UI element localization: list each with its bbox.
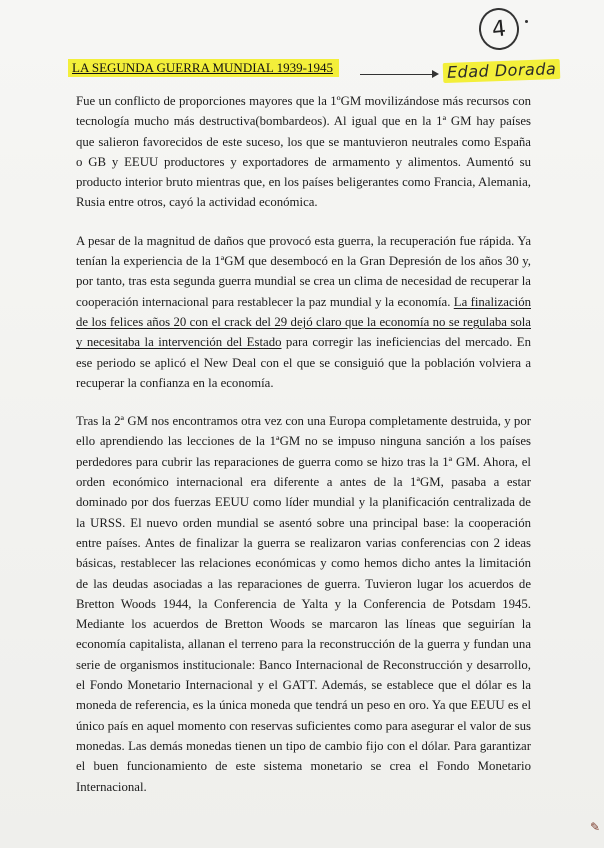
paragraph-2-text-before: A pesar de la magnitud de daños que provocó esta guerra, la recuperación fue rápida. Ya tenían la experiencia de la 1ªGM que desembocó en la Gran Depresión de los años 30 y, por tanto, tras esta segunda guerra mundial se crea un clima de necesidad de recuperar la cooperación internacional para restablecer la paz mundial y la economía.	[76, 233, 531, 309]
paragraph-1: Fue un conflicto de proporciones mayores que la 1ºGM movilizándose más recursos con tecnología mucho más destructiva(bombardeos). Al igual que en la 1ª GM hay países que salieron favorecidos de este suceso, los que se mantuvieron neutrales como España o GB y EEUU productores y exportadores de armamento y alimentos. Aumentó su producto interior bruto mientras que, en los países beligerantes como Francia, Alemania, Rusia entre otros, cayó la actividad económica.	[76, 94, 531, 210]
paragraph-2-text-after: para corregir las ineficiencias del mercado. En ese periodo se aplicó el New Deal con el que se consiguió que la población volviera a recuperar la confianza en la economía.	[76, 335, 531, 390]
page-title: LA SEGUNDA GUERRA MUNDIAL 1939-1945	[72, 60, 333, 75]
page-number-text: 4	[490, 15, 508, 43]
page-number-dot	[525, 20, 528, 23]
paragraph-2-underlined-text: La finalización de los felices años 20 con el crack del 29 dejó claro que la economía no se regulaba sola y necesitaba la intervención del Estado	[76, 294, 531, 350]
paragraph-2	[76, 231, 531, 393]
arrow-right-icon	[432, 70, 439, 78]
title-highlight	[68, 59, 339, 77]
document-body	[76, 91, 531, 815]
paragraph-3: Tras la 2ª GM nos encontramos otra vez con una Europa completamente destruida, y por ello aprendiendo las lecciones de la 1ªGM no se impuso ninguna sanción a los países perdedores para cubrir las reparaciones de guerra como se hizo tras la 1ª GM. Ahora, el orden económico internacional era diferente a antes de la 1ªGM, pasaba a estar dominado por dos fuerzas EEUU como líder mundial y la planificación centralizada de la URSS. El nuevo orden mundial se asentó sobre una principal base: la cooperación entre países. Antes de finalizar la guerra se realizaron varias conferencias con 2 ideas básicas, restablecer las relaciones económicas y como hemos dicho antes la limitación de las deudas asociadas a las reparaciones de guerra. Tuvieron lugar los acuerdos de Bretton Woods 1944, la Conferencia de Yalta y la Conferencia de Potsdam 1945. Mediante los acuerdos de Bretton Woods se marcaron las líneas que seguirían la economía capitalista, allanan el terreno para la reconstrucción de la guerra y fundan una serie de organismos institucionale: Banco Internacional de Reconstrucción y desarrollo, el Fondo Monetario Internacional y el GATT. Además, se establece que el dólar es la moneda de referencia, es la única moneda que tendrá un peso en oro. Ya que EEUU es el único país en aquel momento con reservas suficientes como para asegurar el valor de sus monedas. Las demás monedas tienen un tipo de cambio fijo con el dólar. Para garantizar el buen funcionamiento de este sistema monetario se crea el Fondo Monetario Internacional.	[76, 414, 531, 794]
corner-pen-mark: ✎	[590, 820, 601, 834]
page-number	[477, 6, 521, 52]
annotation-arrow-line	[360, 74, 436, 75]
handwritten-annotation: Edad Dorada	[443, 59, 561, 83]
